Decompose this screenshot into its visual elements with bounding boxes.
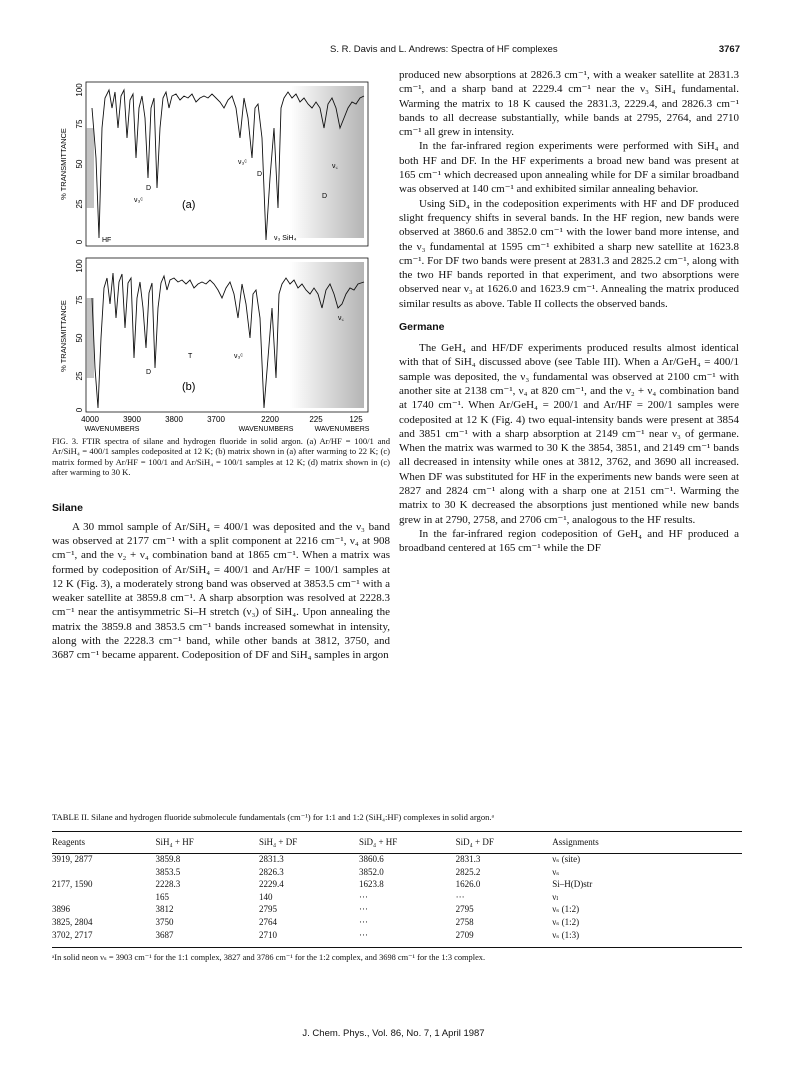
col-header-assignments: Assignments <box>552 836 599 847</box>
y-axis-label-a: % TRANSMITTANCE <box>59 128 68 200</box>
x-axis-label-2: WAVENUMBERS <box>238 426 294 433</box>
table-cell: ··· <box>359 929 369 940</box>
y-tick-a-0: 0 <box>75 239 84 245</box>
table-cell: ··· <box>359 891 369 902</box>
table-cell: 2826.3 <box>259 866 284 877</box>
y-tick-b-25: 25 <box>75 371 84 381</box>
table-cell: 3852.0 <box>359 866 384 877</box>
table-body <box>52 853 742 945</box>
table-header-row <box>52 831 742 853</box>
y-tick-a-75: 75 <box>75 119 84 129</box>
table-cell: νₗ <box>552 891 559 902</box>
table-cell: 2831.3 <box>455 854 481 865</box>
y-tick-a-25: 25 <box>75 199 84 209</box>
table-rule <box>52 947 742 948</box>
table-cell: 3687 <box>155 929 174 940</box>
x-tick-225: 225 <box>309 415 323 424</box>
x-tick-3900: 3900 <box>123 415 141 424</box>
table-row <box>52 866 742 879</box>
panel-a-label-2: ν₃ᶜ <box>134 197 143 204</box>
panel-b-label-3: D <box>146 369 152 376</box>
left-column <box>52 68 390 663</box>
paragraph-far-ir-silane: In the far-infrared region experiments were performed with SiH₄ and both HF and DF. In the HF experiments a broad new band was present at 165 cm⁻¹ which decreased upon annealing while for DF a similar broadband was observed at 140 cm⁻¹ and exhibited similar annealing behavior. <box>399 140 739 196</box>
table-cell: 2795 <box>455 904 474 915</box>
table-cell: 2831.3 <box>259 854 284 865</box>
figure-caption: FIG. 3. FTIR spectra of silane and hydrogen fluoride in solid argon. (a) Ar/HF = 100/1 and Ar/SiH₄ = 400/1 samples codeposited at 12 K; (b) matrix shown in (a) after warming to 22 K; (c) matrix formed by Ar/HF = 100/1 and Ar/SiH₄ = 100/1 samples at 12 K; (d) matrix shown in (c) after warming to 30 K. <box>52 436 390 478</box>
section-heading-silane: Silane <box>52 501 83 514</box>
panel-b-letter: (b) <box>182 381 196 393</box>
x-tick-2200: 2200 <box>261 415 279 424</box>
table-cell: νₛ <box>552 866 560 877</box>
section-heading-germane: Germane <box>399 321 445 334</box>
paragraph-sid4: Using SiD₄ in the codeposition experiments with HF and DF produced slight frequency shifts in several bands. In the HF region, new bands were observed at 3860.6 and 3852.0 cm⁻¹ with the lower band more intense, and the ν₃ fundamental at 1595 cm⁻¹ exhibited a sharp new satellite at 1623.8 cm⁻¹. For DF two bands were present at 2831.3 and 2825.2 cm⁻¹, along with the two HF bands reported in that experiment, and two absorptions were observed near ν₃ at 1626.0 and 1623.9 cm⁻¹. Annealing the matrix produced similar results as above. Table II collects the observed bands. <box>399 197 739 310</box>
x-tick-4000: 4000 <box>81 415 99 424</box>
table-row <box>52 904 742 917</box>
col-header-sih4-hf: SiH₄ + HF <box>155 836 194 847</box>
panel-a-sih4-label: ν₃ SiH₄ <box>274 235 297 242</box>
table-cell <box>52 866 156 879</box>
table-cell: 2825.2 <box>455 866 481 877</box>
table-row <box>52 853 742 866</box>
x-axis-label-1: WAVENUMBERS <box>84 426 140 433</box>
table-cell: 165 <box>155 891 169 902</box>
panel-a-label-3: D <box>257 171 263 178</box>
table-cell: 1626.0 <box>455 879 481 890</box>
col-header-sid4-hf: SiD₄ + HF <box>359 836 398 847</box>
paragraph-df-silane: produced new absorptions at 2826.3 cm⁻¹, with a weaker satellite at 2831.3 cm⁻¹, and a sharp band at 2229.4 cm⁻¹ near the ν₃ SiH₄ fundamental. Warming the matrix to 18 K caused the 2831.3, 2229.4, and 2826.3 cm⁻¹ bands to all decrease substantially, while bands at 2795, 2764, and 2710 cm⁻¹ all grew in intensity. <box>399 69 739 139</box>
y-tick-a-100: 100 <box>75 83 84 97</box>
table-cell: Si–H(D)str <box>552 879 593 890</box>
table-cell: 2795 <box>259 904 277 915</box>
x-tick-125: 125 <box>349 415 363 424</box>
panel-b-shading <box>290 262 364 408</box>
table-footnote: ᵃIn solid neon νₛ = 3903 cm⁻¹ for the 1:1 complex, 3827 and 3786 cm⁻¹ for the 1:2 complex, and 3698 cm⁻¹ for the 1:3 complex. <box>52 953 486 963</box>
panel-a-label-5: D <box>322 193 328 200</box>
table-cell: 3896 <box>52 904 70 915</box>
table-cell: 2229.4 <box>259 879 284 890</box>
table-cell: 2228.3 <box>155 879 181 890</box>
table-cell: 140 <box>259 891 273 902</box>
table-cell: νₛ (1:3) <box>552 929 580 940</box>
table-cell: 2709 <box>455 929 474 940</box>
col-header-reagents: Reagents <box>52 836 85 847</box>
table-cell: 3702, 2717 <box>52 929 93 940</box>
x-tick-3700: 3700 <box>207 415 225 424</box>
table-cell: ··· <box>455 891 465 902</box>
panel-a-label-4: ν₃ᶜ <box>238 159 247 166</box>
table-cell: 3825, 2804 <box>52 917 93 928</box>
germane-paragraph: The GeH₄ and HF/DF experiments produced results almost identical with that of SiH₄ discussed above (see Table III). When a Ar/GeH₄ = 400/1 sample was deposited, the ν₃ fundamental was observed at 2100 cm⁻¹ with another site at 2138 cm⁻¹, ν₄ at 820 cm⁻¹, and the ν₂ + ν₄ combination band at 1740 cm⁻¹. When Ar/GeH₄ = 200/1 and Ar/HF = 200/1 samples were codeposited at 12 K (Fig. 4) two equal-intensity bands were present at 3854 and 3851 cm⁻¹ with a sharp absorption at 2149 cm⁻¹ near ν₃ of germane. When the matrix was warmed to 30 K the 3854, 3851, and 2149 cm⁻¹ bands all decreased in intensity while ones at 3812, 3762, and 3690 all increased. When DF was substituted for HF in the experiments new bands were seen at 2827 and 2824 cm⁻¹ along with a sharp one at 2151 cm⁻¹. Warming the matrix to 30 K decreased the absorptions just mentioned while new bands grew in at 2790, 2758, and 2706 cm⁻¹, analogous to the HF results. <box>399 342 739 526</box>
table-cell: νₛ (1:2) <box>552 917 580 928</box>
panel-a-letter: (a) <box>182 199 196 211</box>
table-caption: TABLE II. Silane and hydrogen fluoride submolecule fundamentals (cm⁻¹) for 1:1 and 1:2 (SiH₄:HF) complexes in solid argon.ᵃ <box>52 812 494 822</box>
panel-a-label-1: D <box>146 185 152 192</box>
y-tick-b-50: 50 <box>75 333 84 343</box>
germane-far-ir-paragraph: In the far-infrared region codeposition of GeH₄ and HF produced a broadband centered at 165 cm⁻¹ while the DF <box>399 527 739 555</box>
y-axis-label-b: % TRANSMITTANCE <box>59 300 68 372</box>
table-row <box>52 891 742 904</box>
table-cell: 2764 <box>259 917 277 928</box>
table-cell: 3853.5 <box>155 866 181 877</box>
running-title: S. R. Davis and L. Andrews: Spectra of HF complexes <box>330 44 558 55</box>
table-row <box>52 929 742 945</box>
table-row <box>52 879 742 892</box>
table-cell: ··· <box>359 917 369 928</box>
figure-3 <box>52 68 390 436</box>
journal-footer: J. Chem. Phys., Vol. 86, No. 7, 1 April 1987 <box>302 1028 485 1039</box>
y-tick-a-50: 50 <box>75 159 84 169</box>
table-cell: 1623.8 <box>359 879 384 890</box>
running-header <box>60 44 740 58</box>
right-column <box>399 68 739 556</box>
table-cell: 3859.8 <box>155 854 181 865</box>
table-ii <box>52 812 742 963</box>
table-cell: 3919, 2877 <box>52 854 93 865</box>
page-number: 3767 <box>718 44 740 55</box>
table-cell: νₛ (1:2) <box>552 904 580 915</box>
panel-b-label-4: ν꜀ <box>338 315 344 322</box>
panel-a-hf-label: HF <box>102 237 112 244</box>
panel-a-edge-shade <box>86 128 94 208</box>
col-header-sid4-df: SiD₄ + DF <box>455 836 494 847</box>
table-cell: 2177, 1590 <box>52 879 93 890</box>
panel-b-label-2: ν₃ᶜ <box>234 353 243 360</box>
y-tick-b-75: 75 <box>75 295 84 305</box>
table-row <box>52 916 742 929</box>
panel-a-label-6: ν꜀ <box>332 163 338 170</box>
col-header-sih4-df: SiH₄ + DF <box>259 836 298 847</box>
x-axis-label-3: WAVENUMBERS <box>314 426 370 433</box>
table-cell: 3860.6 <box>359 854 384 865</box>
table-cell: 2758 <box>455 917 474 928</box>
fundamentals-table <box>52 831 742 946</box>
table-cell: νₛ (site) <box>552 854 581 865</box>
panel-b-label-1: T <box>188 353 193 360</box>
silane-paragraph: A 30 mmol sample of Ar/SiH₄ = 400/1 was deposited and the ν₃ band was observed at 2177 cm⁻¹ with a split component at 2216 cm⁻¹, ν₄ at 908 cm⁻¹, and the ν₂ + ν₄ combination band at 1865 cm⁻¹. When a matrix was formed by codeposition of Ar/SiH₄ = 400/1 and Ar/HF = 100/1 samples at 12 K (Fig. 3), a moderately strong band was observed at 3853.5 cm⁻¹ with a weaker satellite at 3859.8 cm⁻¹. A sharp absorption was resolved at 2228.3 cm⁻¹ near the antisymmetric Si–H stretch (ν₃) of SiH₄. Upon annealing the matrix the 3859.8 and 3853.5 cm⁻¹ bands increased somewhat in intensity, along with the 2228.3 cm⁻¹ band, while other bands at 3812, 3750, and 3687 cm⁻¹ became apparent. Codeposition of DF and SiH₄ samples in argon <box>52 520 390 662</box>
x-tick-3800: 3800 <box>165 415 183 424</box>
table-cell: 3812 <box>155 904 174 915</box>
ftir-spectra-plot <box>52 68 390 436</box>
table-cell: 2710 <box>259 929 277 940</box>
y-tick-b-100: 100 <box>75 259 84 273</box>
y-tick-b-0: 0 <box>75 407 84 413</box>
table-cell: ··· <box>359 904 369 915</box>
table-cell: 3750 <box>155 917 174 928</box>
table-cell <box>52 891 156 904</box>
